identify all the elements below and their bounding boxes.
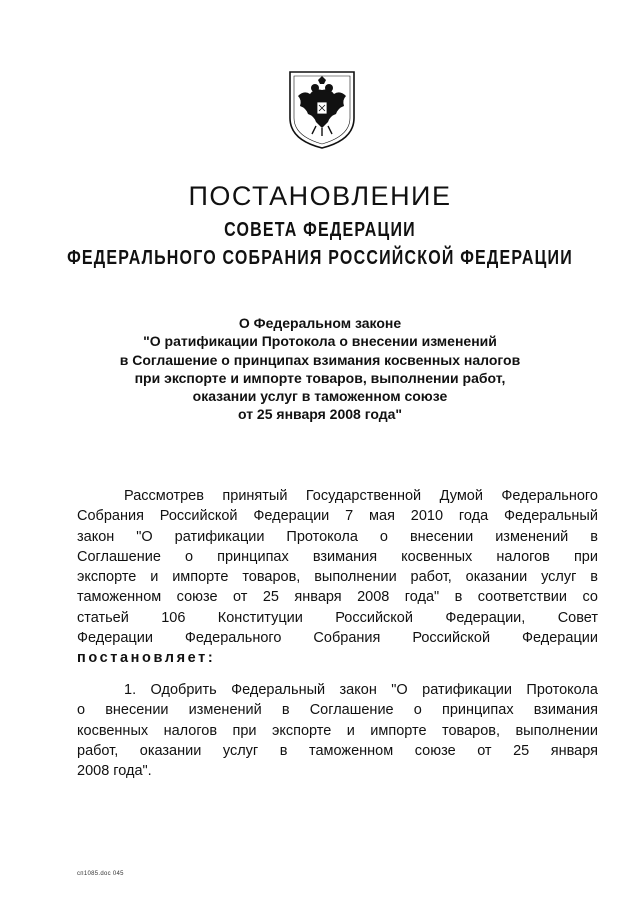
word: 106: [161, 609, 186, 626]
word: со: [582, 589, 598, 606]
word: работ,: [410, 569, 452, 586]
word: 2008: [357, 589, 390, 606]
word: принятый: [222, 488, 288, 504]
clause-last-line: 2008 года".: [77, 763, 152, 780]
word: Одобрить: [150, 682, 217, 698]
word: Федеральный: [231, 682, 326, 698]
word: "О: [136, 528, 153, 545]
word: налогов: [496, 548, 550, 565]
issuer-line-1: СОВЕТА ФЕДЕРАЦИИ: [224, 219, 416, 241]
word: в: [281, 702, 290, 719]
word: 7: [345, 508, 354, 525]
word: экспорте: [77, 569, 137, 586]
word: оказании: [139, 742, 202, 759]
word: 2010: [410, 508, 444, 525]
word: 25: [513, 742, 530, 759]
word: Российской: [335, 609, 413, 626]
document-subject: [40, 314, 600, 424]
coat-of-arms-icon: [286, 68, 358, 150]
justified-line: [77, 700, 598, 720]
subject-line: при экспорте и импорте товаров, выполнении работ,: [134, 369, 506, 386]
word: при: [232, 722, 257, 739]
word: в: [279, 742, 288, 759]
word: оказании: [465, 569, 528, 586]
word: Думой: [439, 488, 483, 504]
word: и: [150, 569, 159, 586]
word: Соглашение: [77, 548, 161, 565]
word: Российской: [159, 508, 238, 525]
justified-line: [77, 628, 598, 648]
word: "О: [391, 682, 408, 698]
word: о: [379, 528, 388, 545]
word: Федерации: [77, 630, 153, 647]
word: Федерации: [253, 508, 330, 525]
justified-line: [77, 547, 598, 567]
word: союзе: [176, 589, 218, 606]
word: статьей: [77, 609, 129, 626]
word: Федерации,: [445, 609, 526, 626]
word: Государственной: [305, 488, 422, 504]
justified-line: [77, 506, 598, 526]
word: внесении: [105, 702, 169, 719]
justified-line: [77, 527, 598, 547]
word: Конституции: [217, 609, 303, 626]
word: Протокола: [286, 528, 358, 545]
word: Протокола: [526, 682, 598, 698]
word: 1.: [124, 682, 137, 698]
word: изменений: [495, 528, 569, 545]
word: о: [413, 702, 422, 719]
word: изменений: [188, 702, 262, 719]
subject-line: О Федеральном законе: [238, 315, 402, 331]
word: услуг: [222, 742, 259, 759]
word: косвенных: [401, 548, 473, 565]
word: 25: [262, 589, 279, 606]
justified-line: [77, 567, 598, 587]
word: Собрания: [77, 508, 144, 525]
word: товаров,: [242, 569, 301, 586]
word: экспорте: [271, 722, 332, 739]
document-title: ПОСТАНОВЛЕНИЕ: [188, 181, 452, 211]
word: принципах: [441, 702, 514, 719]
issuer-line-2: ФЕДЕРАЛЬНОГО СОБРАНИЯ РОССИЙСКОЙ ФЕДЕРАЦИИ: [67, 247, 573, 269]
word: импорте: [172, 569, 229, 586]
word: закон: [339, 682, 377, 698]
word: Рассмотрев: [124, 488, 204, 504]
word: налогов: [163, 722, 218, 739]
word: работ,: [77, 742, 119, 759]
word: взимания: [533, 702, 598, 719]
word: о: [77, 702, 86, 719]
word: импорте: [370, 722, 427, 739]
word: таможенном: [308, 742, 394, 759]
word: от: [233, 589, 248, 606]
word: Федерации: [522, 630, 598, 647]
justified-line: [77, 721, 598, 741]
justified-line: [77, 486, 598, 506]
subject-line: оказании услуг в таможенном союзе: [192, 388, 448, 405]
word: закон: [77, 528, 115, 545]
word: взимания: [312, 548, 378, 565]
word: соответствии: [477, 589, 568, 606]
word: таможенном: [77, 589, 162, 606]
word: января: [294, 589, 342, 606]
justified-line: [77, 741, 598, 761]
subject-line: в Соглашение о принципах взимания косвенных налогов: [119, 351, 521, 368]
word: о: [184, 548, 194, 565]
word: Федерального: [501, 488, 598, 504]
word: года": [404, 589, 440, 606]
word: выполнении: [314, 569, 397, 586]
subject-line: "О ратификации Протокола о внесении изменений: [143, 333, 497, 350]
word: внесении: [409, 528, 474, 545]
preamble-paragraph: [77, 486, 598, 669]
justified-line: [77, 680, 598, 700]
word: товаров,: [442, 722, 501, 739]
clause-1-paragraph: [77, 680, 598, 781]
word: Российской: [412, 630, 491, 647]
word: принципах: [217, 548, 289, 565]
word: Федерального: [184, 630, 282, 647]
word: и: [346, 722, 355, 739]
word: мая: [369, 508, 395, 525]
word: ратификации: [174, 528, 265, 545]
word: января: [550, 742, 598, 759]
justified-line: [77, 587, 598, 607]
resolves-word: постановляет:: [77, 650, 216, 667]
word: от: [477, 742, 492, 759]
word: Федеральный: [503, 508, 598, 525]
word: ратификации: [422, 682, 512, 698]
resolves-line: [77, 648, 598, 668]
word: союзе: [414, 742, 456, 759]
word: в: [590, 528, 598, 545]
word: Собрания: [313, 630, 381, 647]
word: услуг: [541, 569, 577, 586]
word: года: [458, 508, 489, 525]
word: Совет: [557, 609, 598, 626]
word: косвенных: [77, 722, 149, 739]
word: при: [573, 548, 598, 565]
word: Соглашение: [309, 702, 394, 719]
file-code: сп1085.doc 045: [77, 871, 124, 877]
justified-line: [77, 608, 598, 628]
word: выполнении: [515, 722, 598, 739]
word: в: [454, 589, 463, 606]
word: в: [590, 569, 598, 586]
subject-line: от 25 января 2008 года": [237, 406, 403, 423]
